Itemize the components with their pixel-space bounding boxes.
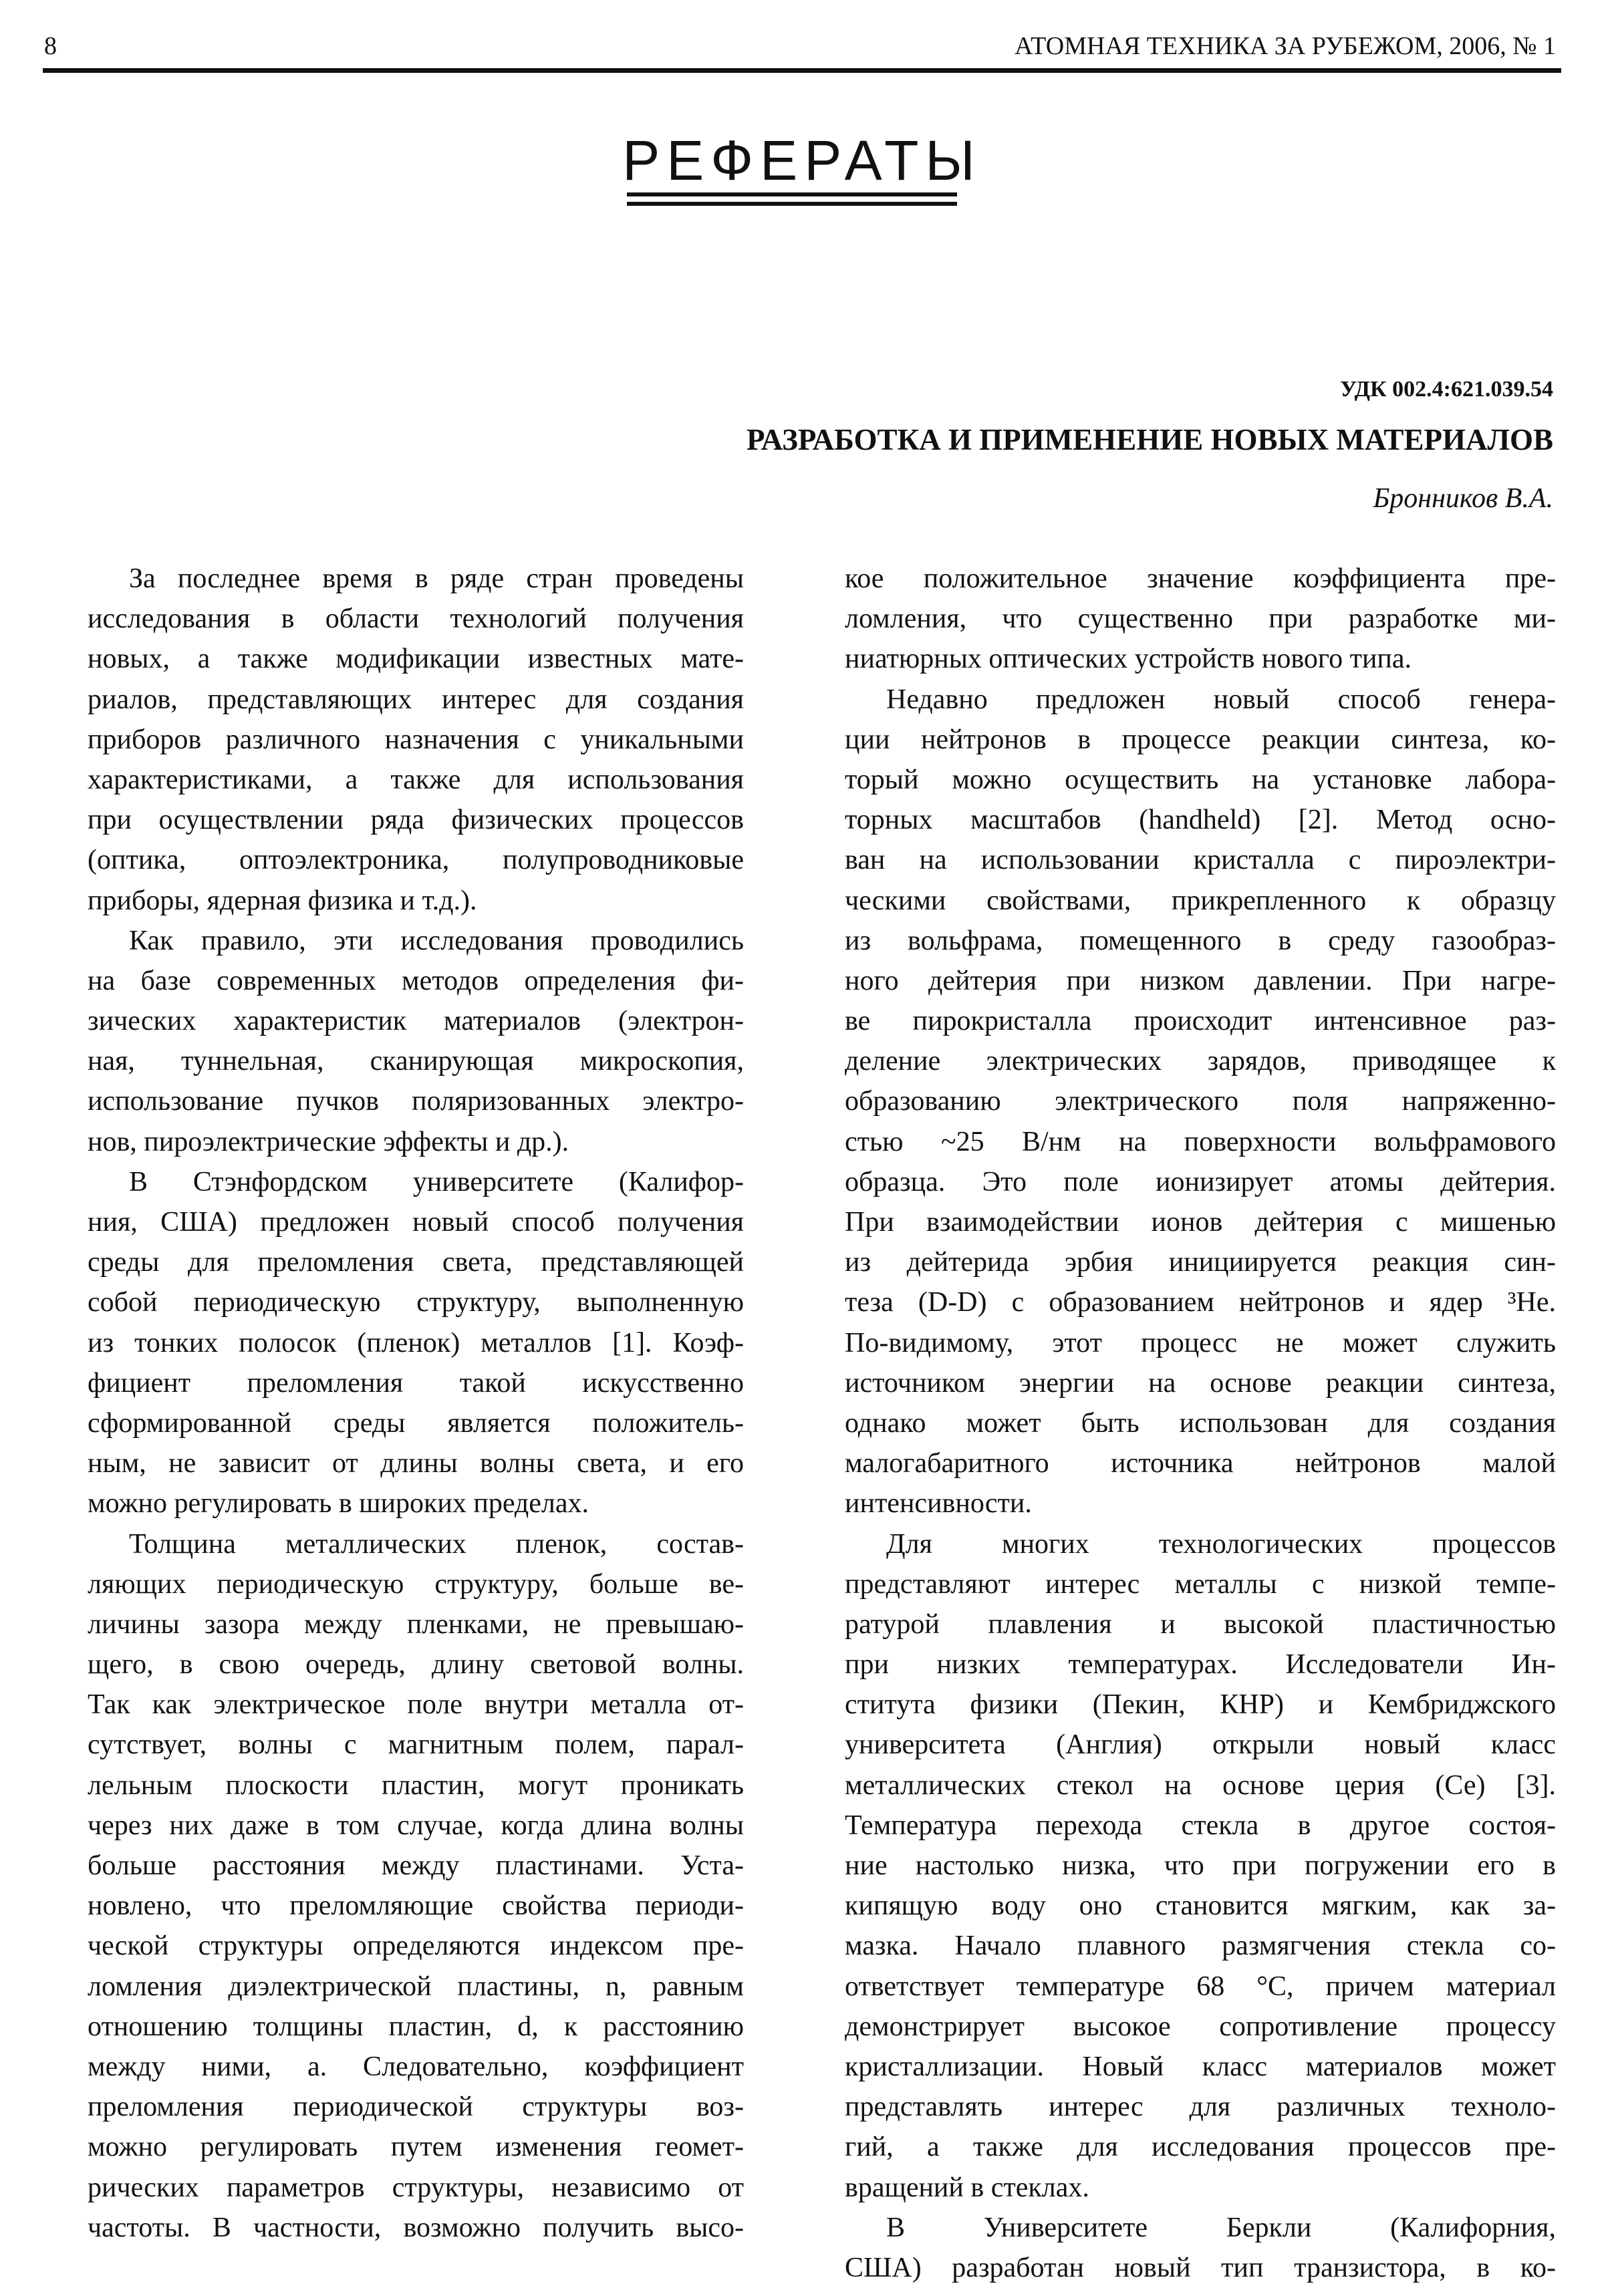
text-line: приборов различного назначения с уникальными [88, 724, 744, 755]
text-line: ния, США) предложен новый способ получения [88, 1207, 744, 1238]
text-line: (оптика, оптоэлектроника, полупроводниковые [88, 845, 744, 876]
text-line: ного дейтерия при низком давлении. При нагре- [845, 965, 1556, 996]
text-line: вращений в стеклах. [845, 2172, 1089, 2203]
text-line: США) разработан новый тип транзистора, в ко- [845, 2252, 1556, 2283]
paragraph [845, 1524, 1556, 2208]
text-line: из вольфрама, помещенного в среду газообраз- [845, 925, 1556, 956]
text-line: металлических стекол на основе церия (Се) [3]. [845, 1769, 1556, 1801]
text-line: ние настолько низка, что при погружении его в [845, 1850, 1556, 1881]
text-line: Температура перехода стекла в другое состоя- [845, 1810, 1556, 1841]
text-line: источником энергии на основе реакции синтеза, [845, 1367, 1556, 1399]
text-line: ван на использовании кристалла с пироэлектри- [845, 845, 1556, 876]
text-line: университета (Англия) открыли новый класс [845, 1729, 1556, 1761]
text-line: За последнее время в ряде стран проведены [129, 563, 744, 594]
paragraph [845, 559, 1556, 680]
text-line: ции нейтронов в процессе реакции синтеза, ко- [845, 724, 1556, 755]
text-line: нов, пироэлектрические эффекты и др.). [88, 1126, 569, 1157]
text-line: ная, туннельная, сканирующая микроскопия, [88, 1046, 744, 1077]
text-line: фициент преломления такой искусственно [88, 1367, 744, 1399]
header-rule [43, 68, 1561, 73]
text-line: больше расстояния между пластинами. Уста- [88, 1850, 744, 1881]
text-line: малогабаритного источника нейтронов малой [845, 1448, 1556, 1479]
text-line: можно регулировать путем изменения геомет- [88, 2132, 744, 2163]
text-line: теза (D-D) с образованием нейтронов и ядер ³He. [845, 1287, 1556, 1318]
paragraph [88, 1162, 744, 1524]
text-line: при осуществлении ряда физических процессов [88, 805, 744, 836]
text-line: демонстрирует высокое сопротивление процессу [845, 2011, 1556, 2042]
text-line: рических параметров структуры, независимо от [88, 2172, 744, 2203]
text-line: торных масштабов (handheld) [2]. Метод осно- [845, 805, 1556, 836]
text-line: ломления, что существенно при разработке ми- [845, 603, 1556, 635]
text-line: через них даже в том случае, когда длина волны [88, 1810, 744, 1841]
text-line: образованию электрического поля напряженно- [845, 1086, 1556, 1117]
text-line: стью ~25 В/нм на поверхности вольфрамового [845, 1126, 1556, 1157]
text-line: сутствует, волны с магнитным полем, парал- [88, 1729, 744, 1761]
body-column-right [845, 559, 1556, 2288]
text-line: ческой структуры определяются индексом пре- [88, 1930, 744, 1962]
text-line: кристаллизации. Новый класс материалов может [845, 2051, 1556, 2082]
text-line: ческими свойствами, прикрепленного к образцу [845, 885, 1556, 916]
text-line: сформированной среды является положитель- [88, 1407, 744, 1439]
text-line: мазка. Начало плавного размягчения стекла со- [845, 1930, 1556, 1962]
text-line: риалов, представляющих интерес для создания [88, 684, 744, 715]
text-line: торый можно осуществить на установке лабора- [845, 764, 1556, 795]
text-line: Как правило, эти исследования проводились [129, 925, 744, 956]
title-underline-top [627, 192, 957, 196]
text-line: новых, а также модификации известных мате- [88, 643, 744, 675]
text-line: характеристиками, а также для использования [88, 764, 744, 795]
text-line: на базе современных методов определения фи- [88, 965, 744, 996]
text-line: частоты. В частности, возможно получить высо- [88, 2212, 744, 2243]
udc-code: УДК 002.4:621.039.54 [1340, 377, 1553, 402]
text-line: отношению толщины пластин, d, к расстоянию [88, 2011, 744, 2042]
text-line: ным, не зависит от длины волны света, и его [88, 1448, 744, 1479]
journal-running-header: АТОМНАЯ ТЕХНИКА ЗА РУБЕЖОМ, 2006, № 1 [1014, 32, 1556, 60]
text-line: интенсивности. [845, 1488, 1032, 1520]
text-line: однако может быть использован для создания [845, 1407, 1556, 1439]
text-line: щего, в свою очередь, длину световой волны. [88, 1649, 744, 1681]
text-line: ляющих периодическую структуру, больше ве- [88, 1568, 744, 1600]
text-line: кипящую воду оно становится мягким, как за- [845, 1890, 1556, 1922]
text-line: собой периодическую структуру, выполненную [88, 1287, 744, 1318]
paragraph [88, 559, 744, 921]
text-line: По-видимому, этот процесс не может служить [845, 1327, 1556, 1358]
text-line: Недавно предложен новый способ генера- [886, 684, 1556, 715]
body-column-left [88, 559, 744, 2248]
text-line: ниатюрных оптических устройств нового типа. [845, 643, 1412, 675]
section-title: РЕФЕРАТЫ [622, 129, 982, 192]
text-line: кое положительное значение коэффициента пре- [845, 563, 1556, 594]
title-underline-bottom [627, 202, 957, 206]
text-line: гий, а также для исследования процессов пре- [845, 2132, 1556, 2163]
text-line: При взаимодействии ионов дейтерия с мишенью [845, 1207, 1556, 1238]
paragraph [88, 921, 744, 1162]
paragraph [845, 680, 1556, 1524]
text-line: Для многих технологических процессов [886, 1528, 1556, 1560]
text-line: представляют интерес металлы с низкой темпе- [845, 1568, 1556, 1600]
text-line: исследования в области технологий получения [88, 603, 744, 635]
paragraph [88, 1524, 744, 2248]
text-line: зических характеристик материалов (электрон- [88, 1006, 744, 1037]
text-line: приборы, ядерная физика и т.д.). [88, 885, 477, 916]
text-line: преломления периодической структуры воз- [88, 2092, 744, 2123]
text-line: В Стэнфордском университете (Калифор- [129, 1166, 744, 1197]
text-line: использование пучков поляризованных электро- [88, 1086, 744, 1117]
text-line: представлять интерес для различных техноло- [845, 2092, 1556, 2123]
text-line: из дейтерида эрбия инициируется реакция син- [845, 1247, 1556, 1278]
text-line: Так как электрическое поле внутри металла от- [88, 1689, 744, 1721]
paragraph [845, 2208, 1556, 2288]
article-title: РАЗРАБОТКА И ПРИМЕНЕНИЕ НОВЫХ МАТЕРИАЛОВ [747, 423, 1553, 456]
text-line: Толщина металлических пленок, состав- [129, 1528, 744, 1560]
text-line: ститута физики (Пекин, КНР) и Кембриджского [845, 1689, 1556, 1721]
text-line: деление электрических зарядов, приводящее к [845, 1046, 1556, 1077]
text-line: ве пирокристалла происходит интенсивное раз- [845, 1006, 1556, 1037]
text-line: новлено, что преломляющие свойства периоди- [88, 1890, 744, 1922]
text-line: из тонких полосок (пленок) металлов [1]. Коэф- [88, 1327, 744, 1358]
text-line: между ними, a. Следовательно, коэффициент [88, 2051, 744, 2082]
text-line: при низких температурах. Исследователи Ин- [845, 1649, 1556, 1681]
text-line: личины зазора между пленками, не превышаю- [88, 1608, 744, 1640]
page-number: 8 [44, 32, 57, 60]
text-line: можно регулировать в широких пределах. [88, 1488, 589, 1520]
text-line: среды для преломления света, представляющей [88, 1247, 744, 1278]
text-line: лельным плоскости пластин, могут проникать [88, 1769, 744, 1801]
article-author: Бронников В.А. [1373, 483, 1553, 514]
text-line: ломления диэлектрической пластины, n, равным [88, 1971, 744, 2002]
text-line: образца. Это поле ионизирует атомы дейтерия. [845, 1166, 1556, 1197]
text-line: ратурой плавления и высокой пластичностью [845, 1608, 1556, 1640]
text-line: ответствует температуре 68 °С, причем материал [845, 1971, 1556, 2002]
text-line: В Университете Беркли (Калифорния, [886, 2212, 1556, 2243]
